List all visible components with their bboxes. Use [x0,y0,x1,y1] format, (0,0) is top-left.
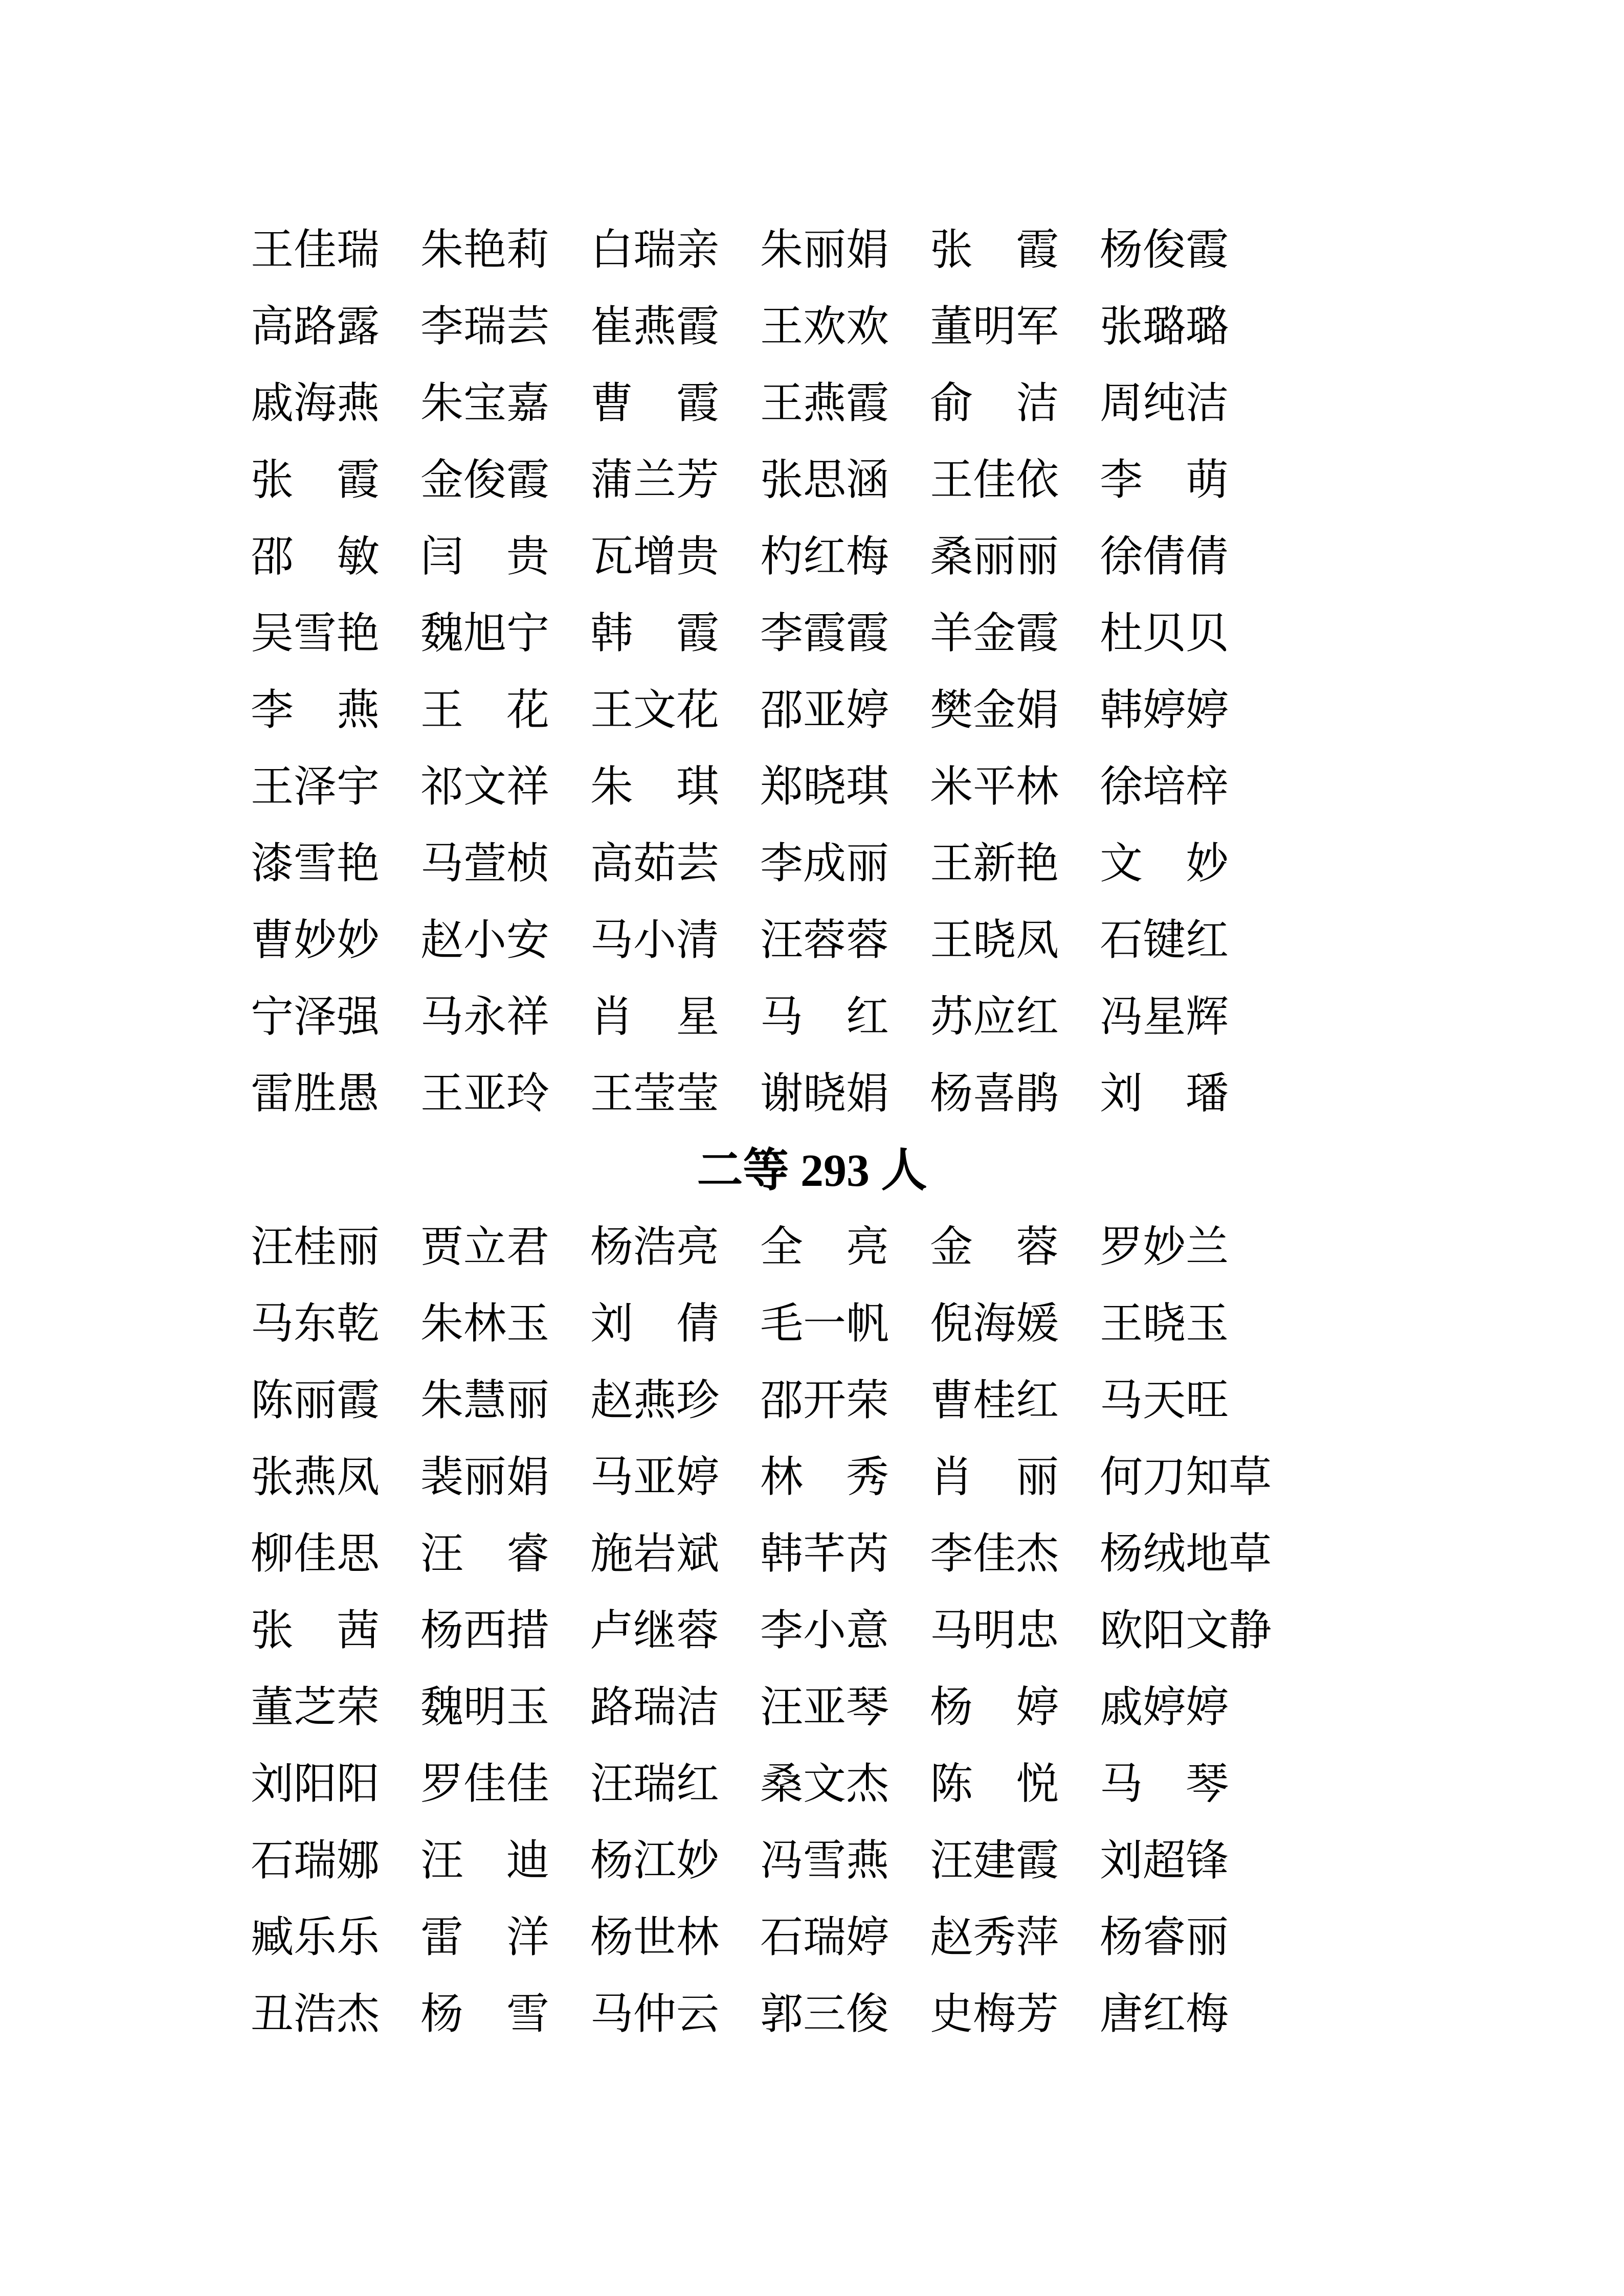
person-name: 邵 敏 [251,533,380,581]
person-name: 郑晓琪 [760,763,889,811]
person-name: 周纯洁 [1100,380,1229,427]
person-name: 王泽宇 [251,763,380,811]
person-name: 汪桂丽 [251,1224,380,1271]
person-name: 裴丽娟 [420,1454,550,1501]
name-row [251,749,1624,826]
name-row [251,442,1624,519]
section-heading-row [0,1133,1624,1209]
person-name: 桑文杰 [760,1761,889,1808]
person-name: 赵小安 [420,917,550,964]
person-name: 毛一帆 [760,1300,889,1348]
person-name: 韩婷婷 [1100,687,1229,734]
person-name: 倪海媛 [930,1300,1059,1348]
person-name: 朱林玉 [420,1300,550,1348]
person-name: 张燕凤 [251,1454,380,1501]
person-name: 张 霞 [930,227,1059,274]
person-name: 全 亮 [760,1224,889,1271]
name-row [251,903,1624,979]
name-row [251,979,1624,1056]
name-row [251,1209,1624,1286]
person-name: 汪蓉蓉 [760,917,889,964]
person-name: 曹妙妙 [251,917,380,964]
person-name: 徐培梓 [1100,763,1229,811]
person-name: 曹 霞 [590,380,720,427]
person-name: 陈丽霞 [251,1377,380,1425]
person-name: 石瑞婷 [760,1914,889,1962]
person-name: 朱丽娟 [760,227,889,274]
person-name: 丑浩杰 [251,1991,380,2038]
name-row [251,1976,1624,2053]
person-name: 韩芊芮 [760,1530,889,1578]
person-name: 杨喜鹃 [930,1070,1059,1118]
person-name: 刘超锋 [1100,1837,1229,1885]
person-name: 高路露 [251,303,380,351]
person-name: 冯雪燕 [760,1837,889,1885]
person-name: 张思涵 [760,457,889,504]
person-name: 杨浩亮 [590,1224,720,1271]
person-name: 汪 睿 [420,1530,550,1578]
name-list-bottom [251,1209,1624,2053]
person-name: 漆雪艳 [251,840,380,888]
person-name: 欧阳文静 [1100,1607,1272,1655]
person-name: 祁文祥 [420,763,550,811]
person-name: 王 花 [420,687,550,734]
person-name: 石瑞娜 [251,1837,380,1885]
person-name: 朱艳莉 [420,227,550,274]
person-name: 吴雪艳 [251,610,380,658]
person-name: 雷胜愚 [251,1070,380,1118]
person-name: 雷 洋 [420,1914,550,1962]
person-name: 路瑞洁 [590,1684,720,1731]
name-list-top [251,212,1624,1133]
person-name: 贾立君 [420,1224,550,1271]
name-row [251,1823,1624,1900]
person-name: 朱 琪 [590,763,720,811]
name-row [251,1670,1624,1746]
person-name: 杨绒地草 [1100,1530,1272,1578]
person-name: 杨世林 [590,1914,720,1962]
person-name: 魏明玉 [420,1684,550,1731]
person-name: 杨睿丽 [1100,1914,1229,1962]
person-name: 史梅芳 [930,1991,1059,2038]
person-name: 李霞霞 [760,610,889,658]
person-name: 宁泽强 [251,994,380,1041]
person-name: 马萱桢 [420,840,550,888]
person-name: 罗佳佳 [420,1761,550,1808]
person-name: 汪建霞 [930,1837,1059,1885]
person-name: 王亚玲 [420,1070,550,1118]
person-name: 李佳杰 [930,1530,1059,1578]
person-name: 冯星辉 [1100,994,1229,1041]
person-name: 王佳瑞 [251,227,380,274]
person-name: 李成丽 [760,840,889,888]
person-name: 董芝荣 [251,1684,380,1731]
person-name: 苏应红 [930,994,1059,1041]
person-name: 朱慧丽 [420,1377,550,1425]
person-name: 王晓凤 [930,917,1059,964]
person-name: 闫 贵 [420,533,550,581]
person-name: 汪瑞红 [590,1761,720,1808]
person-name: 杓红梅 [760,533,889,581]
person-name: 刘阳阳 [251,1761,380,1808]
person-name: 马 红 [760,994,889,1041]
person-name: 罗妙兰 [1100,1224,1229,1271]
section-heading: 二等 293 人 [697,1145,927,1196]
person-name: 王莹莹 [590,1070,720,1118]
person-name: 朱宝嘉 [420,380,550,427]
person-name: 杨 婷 [930,1684,1059,1731]
person-name: 杨 雪 [420,1991,550,2038]
person-name: 蒲兰芳 [590,457,720,504]
person-name: 张 茜 [251,1607,380,1655]
person-name: 马小清 [590,917,720,964]
name-row [251,1746,1624,1823]
person-name: 王燕霞 [760,380,889,427]
name-row [251,1056,1624,1133]
name-row [251,519,1624,596]
person-name: 李瑞芸 [420,303,550,351]
person-name: 杨江妙 [590,1837,720,1885]
person-name: 董明军 [930,303,1059,351]
person-name: 李小意 [760,1607,889,1655]
person-name: 王晓玉 [1100,1300,1229,1348]
person-name: 赵秀萍 [930,1914,1059,1962]
name-row [251,212,1624,289]
person-name: 张璐璐 [1100,303,1229,351]
person-name: 肖 丽 [930,1454,1059,1501]
person-name: 崔燕霞 [590,303,720,351]
person-name: 邵开荣 [760,1377,889,1425]
person-name: 柳佳思 [251,1530,380,1578]
person-name: 樊金娟 [930,687,1059,734]
person-name: 羊金霞 [930,610,1059,658]
person-name: 王佳依 [930,457,1059,504]
name-row [251,1286,1624,1363]
name-row [251,289,1624,366]
person-name: 金 蓉 [930,1224,1059,1271]
person-name: 戚海燕 [251,380,380,427]
name-row [251,1593,1624,1670]
person-name: 瓦增贵 [590,533,720,581]
person-name: 刘 倩 [590,1300,720,1348]
person-name: 马永祥 [420,994,550,1041]
person-name: 马仲云 [590,1991,720,2038]
person-name: 邵亚婷 [760,687,889,734]
person-name: 马天旺 [1100,1377,1229,1425]
person-name: 马东乾 [251,1300,380,1348]
person-name: 徐倩倩 [1100,533,1229,581]
person-name: 张 霞 [251,457,380,504]
name-row [251,1900,1624,1976]
person-name: 谢晓娟 [760,1070,889,1118]
person-name: 赵燕珍 [590,1377,720,1425]
person-name: 林 秀 [760,1454,889,1501]
person-name: 桑丽丽 [930,533,1059,581]
person-name: 杨俊霞 [1100,227,1229,274]
person-name: 陈 悦 [930,1761,1059,1808]
person-name: 白瑞亲 [590,227,720,274]
person-name: 何刀知草 [1100,1454,1272,1501]
name-row [251,1516,1624,1593]
person-name: 李 萌 [1100,457,1229,504]
person-name: 魏旭宁 [420,610,550,658]
person-name: 刘 璠 [1100,1070,1229,1118]
person-name: 臧乐乐 [251,1914,380,1962]
person-name: 汪亚琴 [760,1684,889,1731]
person-name: 俞 洁 [930,380,1059,427]
person-name: 肖 星 [590,994,720,1041]
person-name: 金俊霞 [420,457,550,504]
name-row [251,596,1624,672]
person-name: 石键红 [1100,917,1229,964]
person-name: 马明忠 [930,1607,1059,1655]
person-name: 曹桂红 [930,1377,1059,1425]
person-name: 李 燕 [251,687,380,734]
person-name: 马亚婷 [590,1454,720,1501]
person-name: 米平林 [930,763,1059,811]
person-name: 文 妙 [1100,840,1229,888]
name-row [251,366,1624,442]
person-name: 施岩斌 [590,1530,720,1578]
person-name: 汪 迪 [420,1837,550,1885]
person-name: 杜贝贝 [1100,610,1229,658]
name-row [251,826,1624,903]
person-name: 马 琴 [1100,1761,1229,1808]
person-name: 唐红梅 [1100,1991,1229,2038]
person-name: 杨西措 [420,1607,550,1655]
person-name: 郭三俊 [760,1991,889,2038]
person-name: 戚婷婷 [1100,1684,1229,1731]
person-name: 王欢欢 [760,303,889,351]
name-row [251,1363,1624,1439]
person-name: 韩 霞 [590,610,720,658]
person-name: 高茹芸 [590,840,720,888]
person-name: 王文花 [590,687,720,734]
name-row [251,672,1624,749]
name-row [251,1439,1624,1516]
person-name: 卢继蓉 [590,1607,720,1655]
person-name: 王新艳 [930,840,1059,888]
